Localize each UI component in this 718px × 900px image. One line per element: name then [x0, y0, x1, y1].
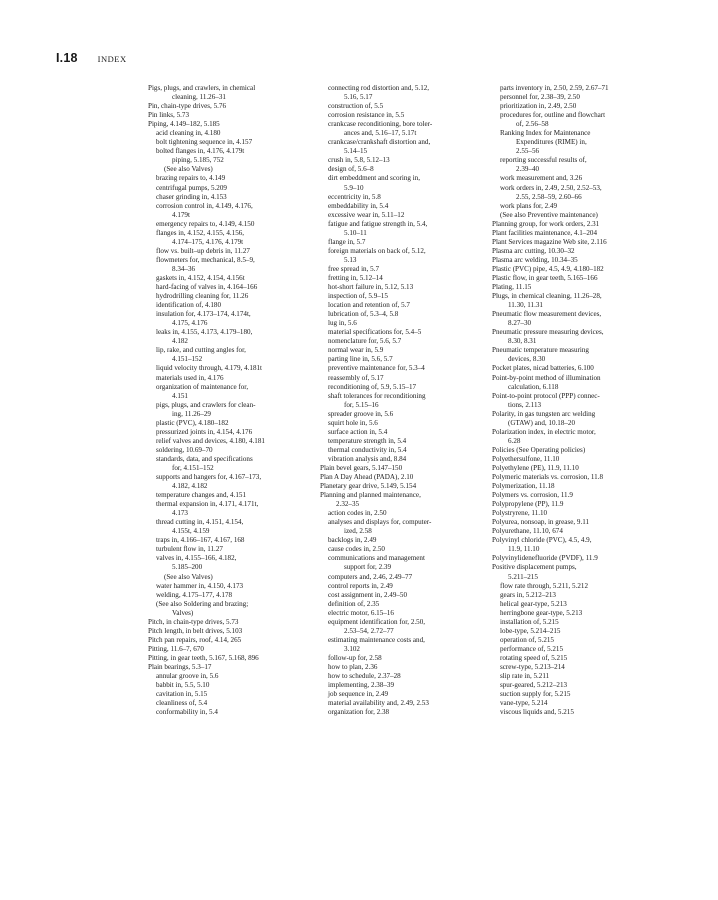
index-entry: 4.155t, 4.159: [172, 527, 210, 536]
page-header: [56, 51, 127, 65]
index-entry: screw-type, 5.213–214: [500, 663, 565, 671]
index-entry: 5.14–15: [344, 147, 368, 156]
index-entry: lug in, 5.6: [328, 319, 357, 328]
index-entry: plastic (PVC), 4.180–182: [156, 418, 229, 427]
index-entry: identification of, 4.180: [156, 301, 222, 310]
index-entry: shaft tolerances for reconditioning: [328, 391, 426, 400]
index-entry: 4.175, 4.176: [172, 319, 208, 328]
index-entry: Plant Services magazine Web site, 2.116: [492, 237, 607, 246]
index-entry: 5.9–10: [344, 183, 364, 192]
index-entry: support for, 2.39: [344, 563, 392, 572]
index-entry: bolted flanges in, 4.176, 4.179t: [156, 147, 245, 156]
index-entry: Valves): [172, 608, 194, 617]
index-entry: 8.27–30: [508, 319, 532, 328]
index-entry: excessive wear in, 5.11–12: [328, 210, 405, 219]
index-entry: 4.173: [172, 509, 188, 518]
page-title: INDEX: [97, 54, 127, 64]
index-entry: how to plan, 2.36: [328, 663, 378, 671]
index-entry: corrosion resistance in, 5.5: [328, 111, 405, 120]
index-entry: Plan A Day Ahead (PADA), 2.10: [320, 473, 414, 482]
index-entry: organization for, 2.38: [328, 708, 390, 717]
index-entry: gaskets in, 4.152, 4.154, 4.156t: [156, 273, 245, 282]
index-entry: work measurement and, 3.26: [500, 174, 583, 183]
index-column-1: [148, 84, 320, 874]
index-entry: fatigue and fatigue strength in, 5.4,: [328, 219, 428, 228]
index-entry: personnel for, 2.38–39, 2.50: [500, 93, 580, 102]
index-entry: Plain bevel gears, 5.147–150: [320, 463, 403, 472]
index-entry: conformability in, 5.4: [156, 708, 218, 717]
index-entry: parting line in, 5.6, 5.7: [328, 355, 393, 364]
index-entry: control reports in, 2.49: [328, 581, 393, 590]
index-entry: relief valves and devices, 4.180, 4.181: [156, 436, 265, 445]
index-entry: backlogs in, 2.49: [328, 536, 377, 545]
index-entry: materials used in, 4.176: [156, 373, 224, 382]
index-entry: Plating, 11.15: [492, 283, 532, 292]
index-entry: reconditioning of, 5.9, 5.15–17: [328, 382, 417, 391]
index-entry: crankcase reconditioning, bore toler-: [328, 120, 433, 129]
index-entry: temperature changes and, 4.151: [156, 491, 247, 500]
index-entry: work plans for, 2.49: [500, 201, 558, 210]
index-entry: ances and, 5.16–17, 5.17t: [344, 129, 417, 138]
index-entry: Ranking Index for Maintenance: [500, 129, 591, 138]
index-entry: Polymerization, 11.18: [492, 482, 555, 491]
index-entry: (See also Valves): [164, 165, 213, 174]
index-entry: Polarity, in gas tungsten arc welding: [492, 409, 596, 418]
index-entry: 2.39–40: [516, 165, 540, 174]
index-entry: flange in, 5.7: [328, 237, 366, 246]
index-entry: pigs, plugs, and crawlers for clean-: [156, 400, 256, 409]
index-entry: hot-short failure in, 5.12, 5.13: [328, 283, 414, 292]
index-entry: flanges in, 4.152, 4.155, 4.156,: [156, 228, 245, 237]
index-entry: Polypropylene (PP), 11.9: [492, 500, 564, 509]
index-entry: 4.151: [172, 391, 188, 400]
index-entry: water hammer in, 4.150, 4.173: [156, 581, 244, 590]
index-entry: gears in, 5.212–213: [500, 590, 556, 599]
index-entry: work orders in, 2.49, 2.50, 2.52–53,: [500, 183, 602, 192]
index-entry: for, 4.151–152: [172, 463, 214, 472]
index-entry: Pneumatic temperature measuring: [492, 346, 589, 355]
index-entry: Polyvinylidenefluoride (PVDF), 11.9: [492, 554, 598, 563]
index-entry: Policies (See Operating policies): [492, 445, 586, 454]
index-entry: computers and, 2.46, 2.49–77: [328, 572, 413, 581]
index-entry: implementing, 2.38–39: [328, 681, 395, 690]
page-number: I.18: [56, 51, 78, 65]
index-entry: cause codes in, 2.50: [328, 545, 385, 554]
index-entry: squirt hole in, 5.6: [328, 418, 378, 427]
index-entry: analyses and displays for, computer-: [328, 518, 432, 527]
index-entry: estimating maintenance costs and,: [328, 635, 425, 644]
index-entry: soldering, 10.69–70: [156, 445, 213, 454]
index-entry: 4.182, 4.182: [172, 482, 208, 491]
index-entry: 4.174–175, 4.176, 4.179t: [172, 237, 244, 246]
index-entry: acid cleaning in, 4.180: [156, 129, 221, 138]
index-entry: Plant facilities maintenance, 4.1–204: [492, 228, 597, 237]
index-entry: 4.182: [172, 337, 188, 346]
index-entry: calculation, 6.118: [508, 382, 559, 391]
index-entry: Planning and planned maintenance,: [320, 491, 421, 500]
index-entry: 2.55, 2.58–59, 2.60–66: [516, 192, 582, 201]
index-entry: crankcase/crankshaft distortion and,: [328, 138, 431, 147]
index-entry: 2.32–35: [336, 500, 360, 509]
index-entry: prioritization in, 2.49, 2.50: [500, 102, 577, 111]
index-entry: lobe-type, 5.214–215: [500, 626, 561, 635]
index-entry: (See also Preventive maintenance): [500, 210, 598, 219]
index-entry: surface action in, 5.4: [328, 427, 388, 436]
index-entry: 5.185–200: [172, 563, 203, 572]
index-entry: tions, 2.113: [508, 400, 542, 409]
index-entry: electric motor, 6.15–16: [328, 608, 394, 617]
index-entry: Planning group, for work orders, 2.31: [492, 219, 600, 228]
index-entry: preventive maintenance for, 5.3–4: [328, 364, 425, 373]
index-entry: vane-type, 5.214: [500, 699, 548, 708]
index-entry: Pocket plates, nicad batteries, 6.100: [492, 364, 594, 373]
index-entry: job sequence in, 2.49: [328, 690, 389, 699]
index-entry: Pitch length, in belt drives, 5.103: [148, 626, 243, 635]
index-entry: emergency repairs to, 4.149, 4.150: [156, 219, 255, 228]
index-entry: equipment identification for, 2.50,: [328, 617, 426, 626]
index-entry: cleaning, 11.26–31: [172, 93, 226, 102]
index-entry: (See also Soldering and brazing;: [156, 599, 249, 608]
index-entry: pressurized joints in, 4.154, 4.176: [156, 427, 253, 436]
index-entry: supports and hangers for, 4.167–173,: [156, 473, 262, 482]
index-entry: Polyurethane, 11.10, 674: [492, 527, 563, 536]
index-entry: reassembly of, 5.17: [328, 373, 384, 382]
index-entry: Pin links, 5.73: [148, 111, 189, 120]
index-entry: Plugs, in chemical cleaning, 11.26–28,: [492, 292, 602, 301]
index-entry: connecting rod distortion and, 5.12,: [328, 84, 430, 92]
index-column-3: [492, 84, 658, 874]
index-entry: crush in, 5.8, 5.12–13: [328, 156, 390, 165]
index-entry: valves in, 4.155–166, 4.182,: [156, 554, 237, 563]
index-entry: herringbone gear-type, 5.213: [500, 608, 583, 617]
index-entry: eccentricity in, 5.8: [328, 192, 381, 201]
index-entry: ing, 11.26–29: [172, 409, 211, 418]
index-columns: [148, 84, 658, 874]
index-entry: free spread in, 5.7: [328, 264, 380, 273]
index-entry: material availability and, 2.49, 2.53: [328, 699, 429, 708]
index-entry: Pitting, in gear teeth, 5.167, 5.168, 896: [148, 653, 259, 662]
index-entry: Pitting, 11.6–7, 670: [148, 644, 204, 653]
index-entry: Polyurea, nonsoap, in grease, 9.11: [492, 518, 590, 527]
index-entry: temperature strength in, 5.4: [328, 436, 407, 445]
index-entry: turbulent flow in, 11.27: [156, 545, 223, 554]
index-entry: 2.53–54, 2.72–77: [344, 626, 394, 635]
index-entry: lubrication of, 5.3–4, 5.8: [328, 310, 399, 319]
index-entry: Polystryrene, 11.10: [492, 509, 548, 518]
index-entry: procedures for, outline and flowchart: [500, 111, 606, 120]
index-entry: Pin, chain-type drives, 5.76: [148, 102, 227, 111]
index-entry: Pitch pan repairs, roof, 4.14, 265: [148, 635, 242, 644]
index-entry: helical gear-type, 5.213: [500, 599, 567, 608]
index-entry: 4.151–152: [172, 355, 203, 364]
index-entry: spreader groove in, 5.6: [328, 409, 394, 418]
index-entry: dirt embeddment and scoring in,: [328, 174, 421, 183]
index-entry: definition of, 2.35: [328, 599, 380, 608]
index-entry: Pigs, plugs, and crawlers, in chemical: [148, 84, 256, 92]
index-entry: Polyethersulfone, 11.10: [492, 454, 560, 463]
index-entry: of, 2.56–58: [516, 120, 549, 129]
index-entry: construction of, 5.5: [328, 102, 384, 111]
index-entry: follow-up for, 2.58: [328, 653, 382, 662]
index-entry: viscous liquids and, 5.215: [500, 708, 574, 717]
index-entry: thermal conductivity in, 5.4: [328, 445, 407, 454]
index-entry: organization of maintenance for,: [156, 382, 249, 391]
index-entry: slip rate in, 5.211: [500, 672, 550, 681]
index-entry: action codes in, 2.50: [328, 509, 387, 518]
index-entry: rotating speed of, 5.215: [500, 653, 568, 662]
index-entry: hydrodrilling cleaning for, 11.26: [156, 292, 249, 301]
index-entry: 6.28: [508, 436, 521, 445]
index-entry: for, 5.15–16: [344, 400, 379, 409]
index-entry: annular groove in, 5.6: [156, 672, 219, 681]
index-entry: Piping, 4.149–182, 5.185: [148, 120, 220, 129]
index-entry: installation of, 5.215: [500, 617, 559, 626]
index-entry: (See also Valves): [164, 572, 213, 581]
index-entry: foreign materials on back of, 5.12,: [328, 246, 426, 255]
index-entry: inspection of, 5.9–15: [328, 292, 388, 301]
index-column-2: [320, 84, 492, 874]
index-entry: thermal expansion in, 4.171, 4.171t,: [156, 500, 259, 509]
index-entry: Polyvinyl chloride (PVC), 4.5, 4.9,: [492, 536, 592, 545]
index-entry: 5.16, 5.17: [344, 93, 373, 102]
index-entry: spur-geared, 5.212–213: [500, 681, 568, 690]
index-entry: Plastic flow, in gear teeth, 5.165–166: [492, 273, 598, 282]
index-entry: 8.30, 8.31: [508, 337, 537, 346]
index-entry: operation of, 5.215: [500, 635, 554, 644]
index-entry: flow vs. built–up debris in, 11.27: [156, 246, 250, 255]
index-entry: chaser grinding in, 4.153: [156, 192, 227, 201]
index-entry: piping, 5.185, 752: [172, 156, 224, 165]
index-entry: 2.55–56: [516, 147, 540, 156]
index-entry: Positive displacement pumps,: [492, 563, 577, 572]
index-entry: fretting in, 5.12–14: [328, 273, 383, 282]
index-entry: cleanliness of, 5.4: [156, 699, 208, 708]
index-entry: babbit in, 5.5, 5.10: [156, 681, 210, 690]
index-entry: centrifugal pumps, 5.209: [156, 183, 227, 192]
index-entry: cost assignment in, 2.49–50: [328, 590, 408, 599]
index-entry: nomenclature for, 5.6, 5.7: [328, 337, 402, 346]
index-entry: hard-facing of valves in, 4.164–166: [156, 283, 258, 292]
index-entry: Expenditures (RIME) in,: [516, 138, 587, 147]
index-entry: embeddability in, 5.4: [328, 201, 389, 210]
index-entry: 11.30, 11.31: [508, 301, 543, 310]
index-entry: Pitch, in chain-type drives, 5.73: [148, 617, 239, 626]
index-entry: Point-by-point method of illumination: [492, 373, 601, 382]
index-entry: 8.34–36: [172, 264, 196, 273]
index-entry: performance of, 5.215: [500, 644, 564, 653]
index-entry: (GTAW) and, 10.18–20: [508, 418, 576, 427]
index-entry: corrosion control in, 4.149, 4.176,: [156, 201, 253, 210]
index-entry: Plasma arc welding, 10.34–35: [492, 255, 578, 264]
index-entry: Polymeric materials vs. corrosion, 11.8: [492, 473, 604, 482]
index-entry: 4.179t: [172, 210, 190, 219]
index-entry: cavitation in, 5.15: [156, 690, 208, 699]
index-entry: reporting successful results of,: [500, 156, 587, 165]
index-entry: liquid velocity through, 4.179, 4.181t: [156, 364, 263, 373]
index-entry: thread cutting in, 4.151, 4.154,: [156, 518, 244, 527]
index-entry: Planetary gear drive, 5.149, 5.154: [320, 482, 417, 491]
index-entry: traps in, 4.166–167, 4.167, 168: [156, 536, 245, 545]
index-entry: Pneumatic pressure measuring devices,: [492, 328, 604, 337]
index-entry: suction supply for, 5.215: [500, 690, 571, 699]
index-entry: material specifications for, 5.4–5: [328, 328, 422, 337]
index-entry: 5.13: [344, 255, 357, 264]
index-entry: Point-to-point protocol (PPP) connec-: [492, 391, 600, 400]
index-entry: communications and management: [328, 554, 425, 563]
index-entry: 5.211–215: [508, 572, 538, 581]
index-entry: Polyethylene (PE), 11.9, 11.10: [492, 463, 579, 472]
index-entry: normal wear in, 5.9: [328, 346, 384, 355]
index-entry: Plastic (PVC) pipe, 4.5, 4.9, 4.180–182: [492, 264, 604, 273]
index-entry: parts inventory in, 2.50, 2.59, 2.67–71: [500, 84, 609, 92]
index-entry: bolt tightening sequence in, 4.157: [156, 138, 253, 147]
index-entry: insulation for, 4.173–174, 4.174t,: [156, 310, 251, 319]
index-entry: lip, rake, and cutting angles for,: [156, 346, 246, 355]
index-entry: welding, 4.175–177, 4.178: [156, 590, 233, 599]
index-entry: design of, 5.6–8: [328, 165, 374, 174]
index-entry: Plasma arc cutting, 10.30–32: [492, 246, 575, 255]
index-entry: Plain bearings, 5.3–17: [148, 663, 212, 671]
index-entry: devices, 8.30: [508, 355, 546, 364]
index-entry: Pneumatic flow measurement devices,: [492, 310, 602, 319]
index-entry: standards, data, and specifications: [156, 454, 253, 463]
index-entry: vibration analysis and, 8.84: [328, 454, 407, 463]
index-entry: Polymers vs. corrosion, 11.9: [492, 491, 573, 500]
index-entry: 5.10–11: [344, 228, 367, 237]
index-entry: 3.102: [344, 644, 360, 653]
index-entry: location and retention of, 5.7: [328, 301, 410, 310]
index-entry: 11.9, 11.10: [508, 545, 540, 554]
index-entry: how to schedule, 2.37–28: [328, 672, 401, 681]
index-entry: leaks in, 4.155, 4.173, 4.179–180,: [156, 328, 253, 337]
index-entry: Polarization index, in electric motor,: [492, 427, 596, 436]
index-entry: brazing repairs to, 4.149: [156, 174, 226, 183]
index-entry: flowmeters for, mechanical, 8.5–9,: [156, 255, 255, 264]
index-entry: ized, 2.58: [344, 527, 372, 536]
index-entry: flow rate through, 5.211, 5.212: [500, 581, 588, 590]
